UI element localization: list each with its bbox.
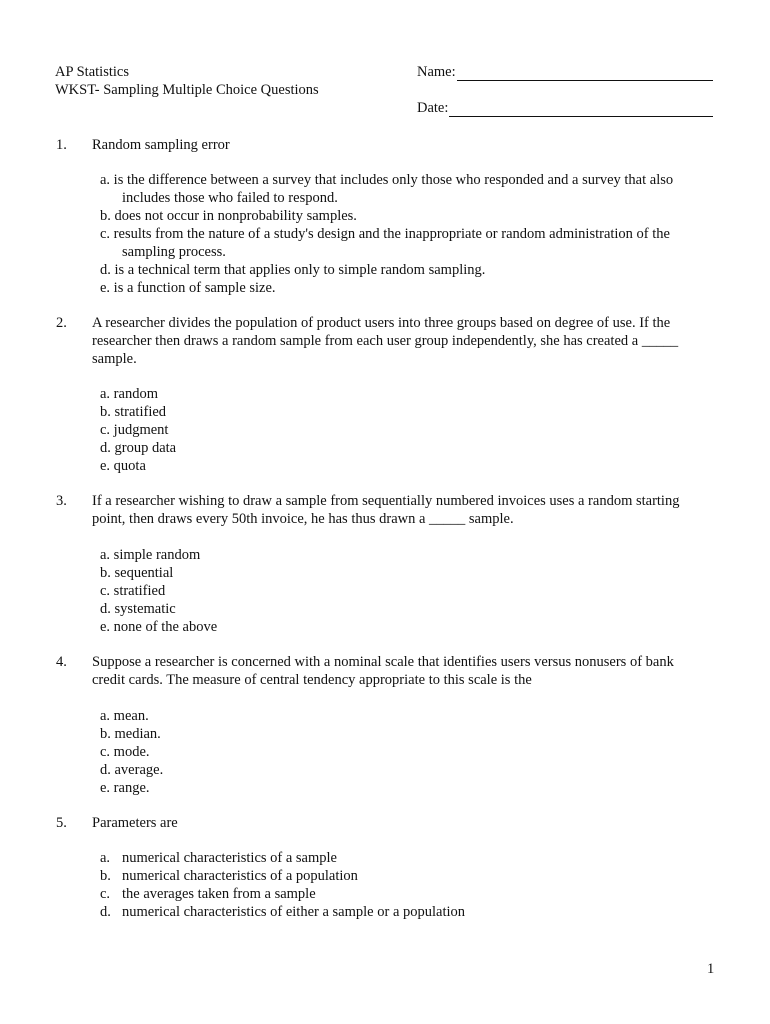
name-label: Name: <box>417 64 456 80</box>
option-d: d. numerical characteristics of either a sample or a population <box>100 904 466 920</box>
option-d: d. is a technical term that applies only to simple random sampling. <box>100 262 486 278</box>
question-stem: Random sampling error <box>92 137 230 153</box>
option-b: b. does not occur in nonprobability samples. <box>100 208 357 224</box>
option-a-continued: includes those who failed to respond. <box>122 190 338 206</box>
worksheet-header <box>55 63 319 99</box>
page-number: 1 <box>707 961 715 977</box>
option-b: b. sequential <box>100 565 174 581</box>
option-c: c. mode. <box>100 744 150 760</box>
name-field[interactable] <box>417 63 713 81</box>
option-c: c. stratified <box>100 583 166 599</box>
option-d: d. systematic <box>100 601 176 617</box>
option-b: b. stratified <box>100 404 167 420</box>
option-e: e. is a function of sample size. <box>100 280 276 296</box>
question-stem: A researcher divides the population of product users into three groups based on degree of use. If the researcher then draws a random sample from each user group independently, she has created a _____ sample. <box>92 315 679 367</box>
option-b: b. numerical characteristics of a population <box>100 868 358 884</box>
option-c-continued: sampling process. <box>122 244 226 260</box>
option-d: d. group data <box>100 440 177 456</box>
option-a: a. is the difference between a survey that includes only those who responded and a survey that also <box>100 172 674 188</box>
question-stem: Parameters are <box>92 815 178 831</box>
option-d: d. average. <box>100 762 164 778</box>
question-number: 1. <box>56 137 67 153</box>
option-a: a. mean. <box>100 708 149 724</box>
option-a: a. simple random <box>100 547 201 563</box>
option-c: c. results from the nature of a study's design and the inappropriate or random administration of the <box>100 226 670 242</box>
question-number: 2. <box>56 315 67 331</box>
date-field[interactable] <box>417 99 713 117</box>
answer-options <box>100 546 217 636</box>
date-line[interactable] <box>449 102 713 117</box>
option-e: e. quota <box>100 458 146 474</box>
course-title: AP Statistics <box>55 64 129 80</box>
name-line[interactable] <box>457 66 713 81</box>
option-a: a. numerical characteristics of a sample <box>100 850 337 866</box>
question-number: 4. <box>56 654 67 670</box>
worksheet-title: WKST- Sampling Multiple Choice Questions <box>55 82 319 98</box>
option-a: a. random <box>100 386 158 402</box>
option-c: c. the averages taken from a sample <box>100 886 316 902</box>
question-stem: If a researcher wishing to draw a sample from sequentially numbered invoices uses a random starting point, then draws every 50th invoice, he has thus drawn a _____ sample. <box>92 493 680 527</box>
option-e: e. none of the above <box>100 619 218 635</box>
answer-options <box>100 849 465 921</box>
option-e: e. range. <box>100 780 150 796</box>
answer-options <box>100 707 163 797</box>
question-number: 5. <box>56 815 67 831</box>
question-stem: Suppose a researcher is concerned with a nominal scale that identifies users versus nonusers of bank credit cards. The measure of central tendency appropriate to this scale is the <box>92 654 674 688</box>
option-b: b. median. <box>100 726 161 742</box>
answer-options <box>100 171 673 297</box>
date-label: Date: <box>417 100 449 116</box>
option-c: c. judgment <box>100 422 169 438</box>
answer-options <box>100 385 176 475</box>
question-number: 3. <box>56 493 67 509</box>
